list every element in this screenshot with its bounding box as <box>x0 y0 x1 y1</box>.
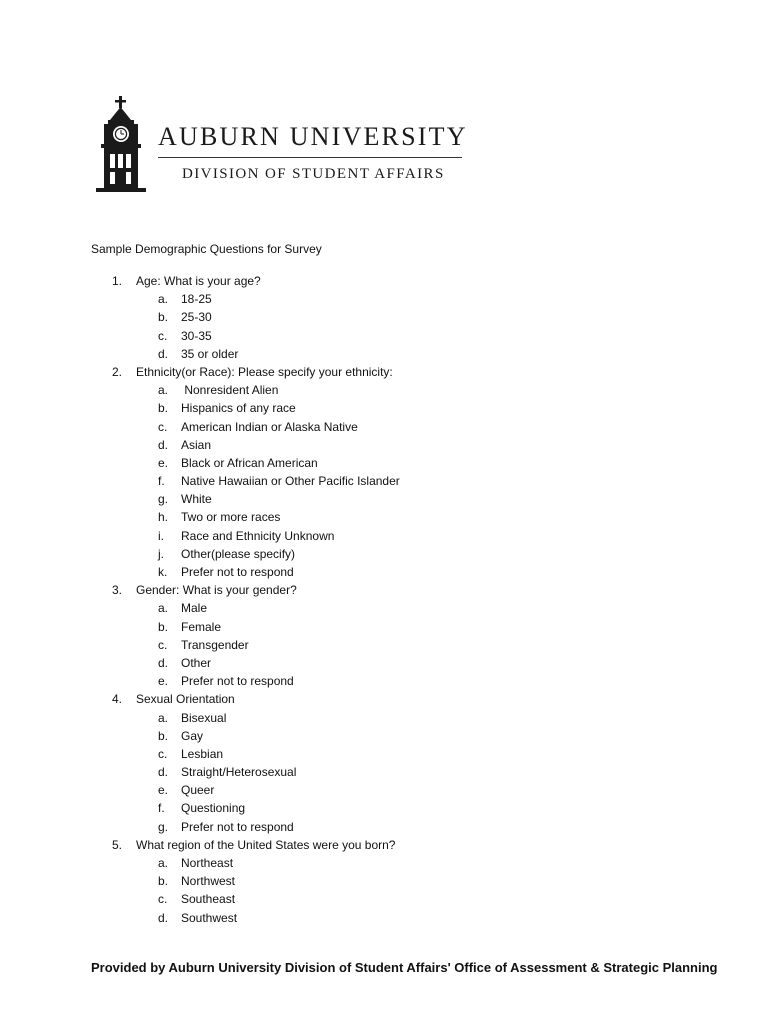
question-item <box>0 690 768 708</box>
option-text: Hispanics of any race <box>181 401 296 416</box>
answer-option <box>0 890 768 908</box>
option-text: Asian <box>181 437 212 452</box>
question-item <box>0 581 768 599</box>
option-text: Two or more races <box>181 510 281 525</box>
option-letter: e. <box>158 455 169 470</box>
answer-option <box>0 599 768 617</box>
answer-option <box>0 563 768 581</box>
question-item <box>0 363 768 381</box>
option-text: American Indian or Alaska Native <box>181 419 358 434</box>
answer-option <box>0 727 768 745</box>
answer-option <box>0 527 768 545</box>
option-text: Prefer not to respond <box>181 819 294 834</box>
answer-option <box>0 799 768 817</box>
answer-option <box>0 654 768 672</box>
option-letter: b. <box>158 310 169 325</box>
option-letter: a. <box>158 292 169 307</box>
option-text: Gay <box>181 728 204 743</box>
footer-credit: Provided by Auburn University Division of Student Affairs' Office of Assessment & Strategic Planning <box>91 960 718 975</box>
answer-option <box>0 508 768 526</box>
option-text: Prefer not to respond <box>181 674 294 689</box>
question-text: Age: What is your age? <box>136 274 261 288</box>
logo-university-name: AUBURN UNIVERSITY <box>158 122 468 151</box>
document-title: Sample Demographic Questions for Survey <box>91 242 322 256</box>
option-letter: c. <box>158 637 168 652</box>
option-letter: b. <box>158 874 169 889</box>
option-letter: a. <box>158 601 169 616</box>
option-letter: d. <box>158 655 169 670</box>
option-text: 35 or older <box>181 346 239 361</box>
answer-option <box>0 399 768 417</box>
option-text: Northeast <box>181 856 234 870</box>
option-text: Transgender <box>181 637 249 652</box>
option-letter: a. <box>158 383 169 398</box>
question-text: What region of the United States were you born? <box>136 837 396 852</box>
answer-option <box>0 454 768 472</box>
option-letter: a. <box>158 710 169 725</box>
option-letter: g. <box>158 492 169 507</box>
question-text: Gender: What is your gender? <box>136 583 297 598</box>
answer-option <box>0 418 768 436</box>
question-number: 1. <box>112 274 123 288</box>
option-text: Southeast <box>181 892 236 907</box>
logo-division-name: DIVISION OF STUDENT AFFAIRS <box>182 166 445 182</box>
option-letter: a. <box>158 856 169 870</box>
option-letter: j. <box>158 546 164 561</box>
option-letter: e. <box>158 674 169 689</box>
question-number: 3. <box>112 583 123 598</box>
option-text: Prefer not to respond <box>181 565 294 579</box>
answer-option <box>0 436 768 454</box>
answer-option <box>0 618 768 636</box>
option-text: Northwest <box>181 874 236 889</box>
option-text: Queer <box>181 783 215 798</box>
answer-option <box>0 854 768 872</box>
option-text: Lesbian <box>181 746 224 761</box>
option-text: Nonresident Alien <box>181 383 279 398</box>
question-list <box>0 272 768 927</box>
answer-option <box>0 781 768 799</box>
question-number: 2. <box>112 364 123 379</box>
option-letter: b. <box>158 619 169 634</box>
answer-option <box>0 545 768 563</box>
option-letter: i. <box>158 528 164 543</box>
option-letter: b. <box>158 728 169 743</box>
option-text: 30-35 <box>181 328 212 343</box>
answer-option <box>0 290 768 308</box>
option-text: Straight/Heterosexual <box>181 765 297 780</box>
option-text: White <box>181 492 212 507</box>
auburn-logo <box>96 96 476 196</box>
answer-option <box>0 709 768 727</box>
answer-option <box>0 381 768 399</box>
clock-tower-icon <box>96 96 146 192</box>
answer-option <box>0 818 768 836</box>
answer-option <box>0 308 768 326</box>
option-text: Male <box>181 601 208 616</box>
answer-option <box>0 345 768 363</box>
answer-option <box>0 909 768 927</box>
option-letter: h. <box>158 510 169 525</box>
option-text: Race and Ethnicity Unknown <box>181 528 335 543</box>
question-number: 5. <box>112 837 123 852</box>
option-text: Other(please specify) <box>181 546 296 561</box>
option-letter: d. <box>158 910 169 925</box>
answer-option <box>0 745 768 763</box>
option-text: Questioning <box>181 801 246 816</box>
answer-option <box>0 327 768 345</box>
answer-option <box>0 636 768 654</box>
option-letter: k. <box>158 565 168 579</box>
option-text: Bisexual <box>181 710 227 725</box>
question-number: 4. <box>112 692 123 707</box>
option-letter: e. <box>158 783 169 798</box>
option-letter: c. <box>158 892 168 907</box>
option-letter: g. <box>158 819 169 834</box>
option-text: Other <box>181 655 212 670</box>
option-text: Native Hawaiian or Other Pacific Islander <box>181 474 400 489</box>
logo-divider <box>158 157 462 158</box>
answer-option <box>0 872 768 890</box>
answer-option <box>0 763 768 781</box>
option-letter: d. <box>158 765 169 780</box>
option-text: 25-30 <box>181 310 212 325</box>
option-letter: f. <box>158 801 165 816</box>
option-letter: b. <box>158 401 169 416</box>
option-letter: c. <box>158 419 168 434</box>
option-letter: d. <box>158 346 169 361</box>
option-text: Black or African American <box>181 455 318 470</box>
option-letter: c. <box>158 328 168 343</box>
answer-option <box>0 672 768 690</box>
option-letter: d. <box>158 437 169 452</box>
question-text: Ethnicity(or Race): Please specify your ethnicity: <box>136 364 393 379</box>
option-text: Southwest <box>181 910 238 925</box>
question-text: Sexual Orientation <box>136 692 235 707</box>
option-letter: c. <box>158 746 168 761</box>
option-text: 18-25 <box>181 292 212 307</box>
option-letter: f. <box>158 474 165 489</box>
answer-option <box>0 472 768 490</box>
question-item <box>0 836 768 854</box>
option-text: Female <box>181 619 222 634</box>
answer-option <box>0 490 768 508</box>
question-item <box>0 272 768 290</box>
